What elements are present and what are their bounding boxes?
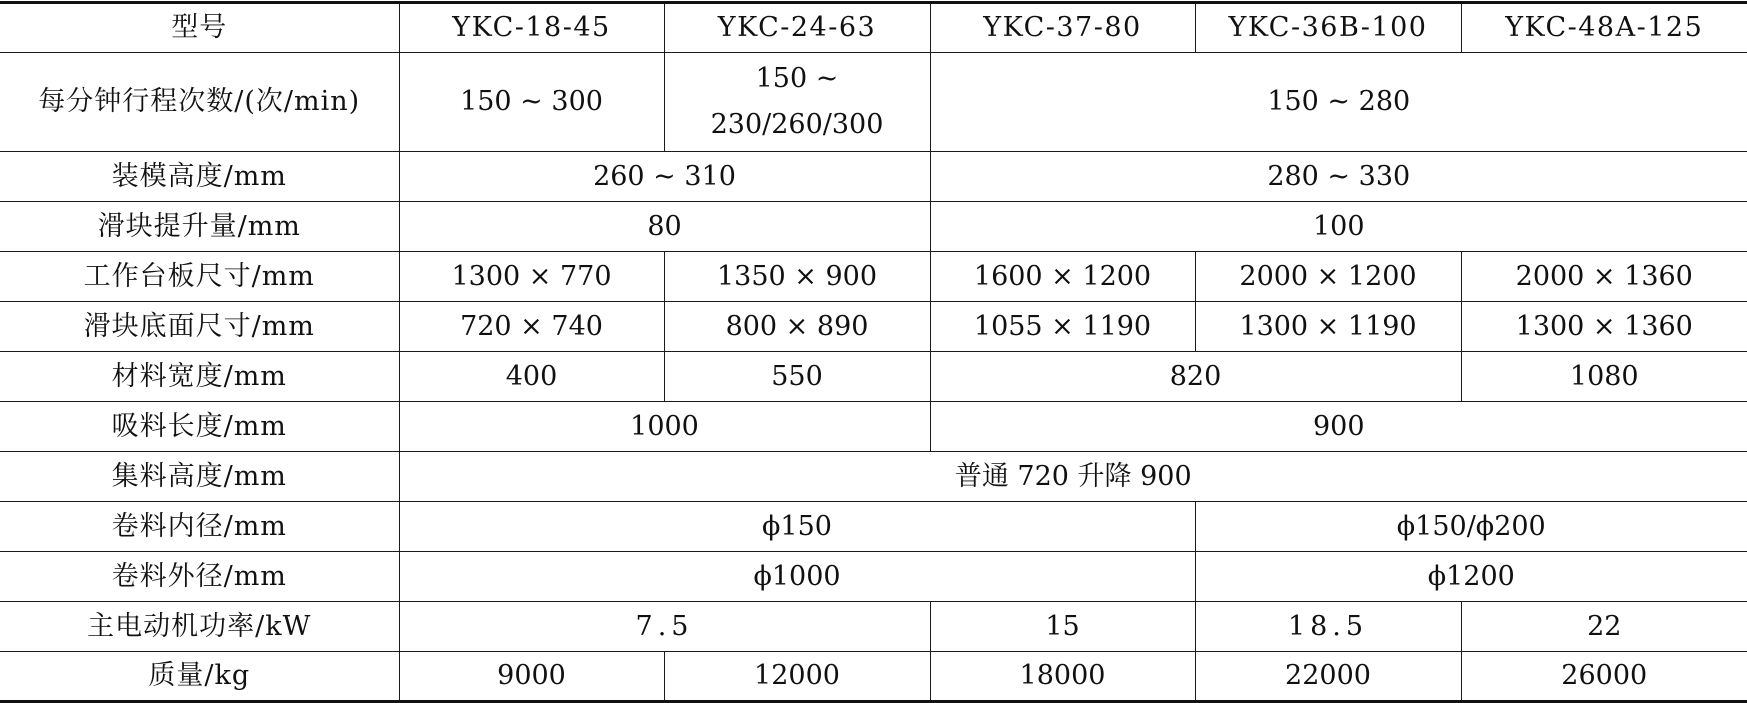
- model-2: YKC-24-63: [664, 3, 930, 53]
- die-height-label: 装模高度/mm: [0, 152, 399, 202]
- material-width-row: [0, 352, 1747, 402]
- motor-power-row: [0, 602, 1747, 652]
- die-height-value-345: 280 ~ 330: [930, 152, 1747, 202]
- model-3: YKC-37-80: [930, 3, 1195, 53]
- coil-inner-row: [0, 502, 1747, 552]
- motor-power-value-12: 7.5: [399, 602, 930, 652]
- coil-outer-value-123: ϕ1000: [399, 552, 1195, 602]
- material-width-value-2: 550: [664, 352, 930, 402]
- coil-inner-value-45: ϕ150/ϕ200: [1195, 502, 1747, 552]
- mass-value-3: 18000: [930, 652, 1195, 702]
- suction-length-value-12: 1000: [399, 402, 930, 452]
- collect-height-row: [0, 452, 1747, 502]
- die-height-row: [0, 152, 1747, 202]
- strokes-row: [0, 53, 1747, 152]
- model-1: YKC-18-45: [399, 3, 664, 53]
- mass-value-2: 12000: [664, 652, 930, 702]
- material-width-value-1: 400: [399, 352, 664, 402]
- strokes-value-2: [664, 53, 930, 152]
- slide-bottom-label: 滑块底面尺寸/mm: [0, 302, 399, 352]
- header-label: 型号: [0, 3, 399, 53]
- slide-bottom-value-3: 1055 × 1190: [930, 302, 1195, 352]
- slide-lift-value-12: 80: [399, 202, 930, 252]
- slide-bottom-row: [0, 302, 1747, 352]
- model-5: YKC-48A-125: [1461, 3, 1747, 53]
- coil-outer-value-45: ϕ1200: [1195, 552, 1747, 602]
- header-row: [0, 3, 1747, 53]
- slide-lift-label: 滑块提升量/mm: [0, 202, 399, 252]
- coil-outer-row: [0, 552, 1747, 602]
- slide-bottom-value-2: 800 × 890: [664, 302, 930, 352]
- bolster-label: 工作台板尺寸/mm: [0, 252, 399, 302]
- strokes-value-2-line-2: 230/260/300: [710, 109, 884, 140]
- mass-row: [0, 652, 1747, 702]
- coil-inner-label: 卷料内径/mm: [0, 502, 399, 552]
- suction-length-row: [0, 402, 1747, 452]
- material-width-value-5: 1080: [1461, 352, 1747, 402]
- press-spec-table: [0, 1, 1747, 703]
- motor-power-value-3: 15: [930, 602, 1195, 652]
- bolster-value-4: 2000 × 1200: [1195, 252, 1461, 302]
- bolster-value-2: 1350 × 900: [664, 252, 930, 302]
- slide-bottom-value-5: 1300 × 1360: [1461, 302, 1747, 352]
- strokes-value-1: 150 ~ 300: [399, 53, 664, 152]
- collect-height-label: 集料高度/mm: [0, 452, 399, 502]
- slide-bottom-value-4: 1300 × 1190: [1195, 302, 1461, 352]
- mass-value-5: 26000: [1461, 652, 1747, 702]
- coil-outer-label: 卷料外径/mm: [0, 552, 399, 602]
- motor-power-value-4: 18.5: [1195, 602, 1461, 652]
- strokes-value-2-line-1: 150 ~: [755, 63, 839, 94]
- mass-value-1: 9000: [399, 652, 664, 702]
- suction-length-label: 吸料长度/mm: [0, 402, 399, 452]
- mass-value-4: 22000: [1195, 652, 1461, 702]
- bolster-value-3: 1600 × 1200: [930, 252, 1195, 302]
- material-width-label: 材料宽度/mm: [0, 352, 399, 402]
- slide-lift-value-345: 100: [930, 202, 1747, 252]
- model-4: YKC-36B-100: [1195, 3, 1461, 53]
- bolster-row: [0, 252, 1747, 302]
- coil-inner-value-123: ϕ150: [399, 502, 1195, 552]
- slide-lift-row: [0, 202, 1747, 252]
- die-height-value-12: 260 ~ 310: [399, 152, 930, 202]
- strokes-value-345: 150 ~ 280: [930, 53, 1747, 152]
- motor-power-value-5: 22: [1461, 602, 1747, 652]
- strokes-label: 每分钟行程次数/(次/min): [0, 53, 399, 152]
- mass-label: 质量/kg: [0, 652, 399, 702]
- bolster-value-1: 1300 × 770: [399, 252, 664, 302]
- motor-power-label: 主电动机功率/kW: [0, 602, 399, 652]
- collect-height-value: 普通 720 升降 900: [399, 452, 1747, 502]
- suction-length-value-345: 900: [930, 402, 1747, 452]
- material-width-value-34: 820: [930, 352, 1461, 402]
- bolster-value-5: 2000 × 1360: [1461, 252, 1747, 302]
- slide-bottom-value-1: 720 × 740: [399, 302, 664, 352]
